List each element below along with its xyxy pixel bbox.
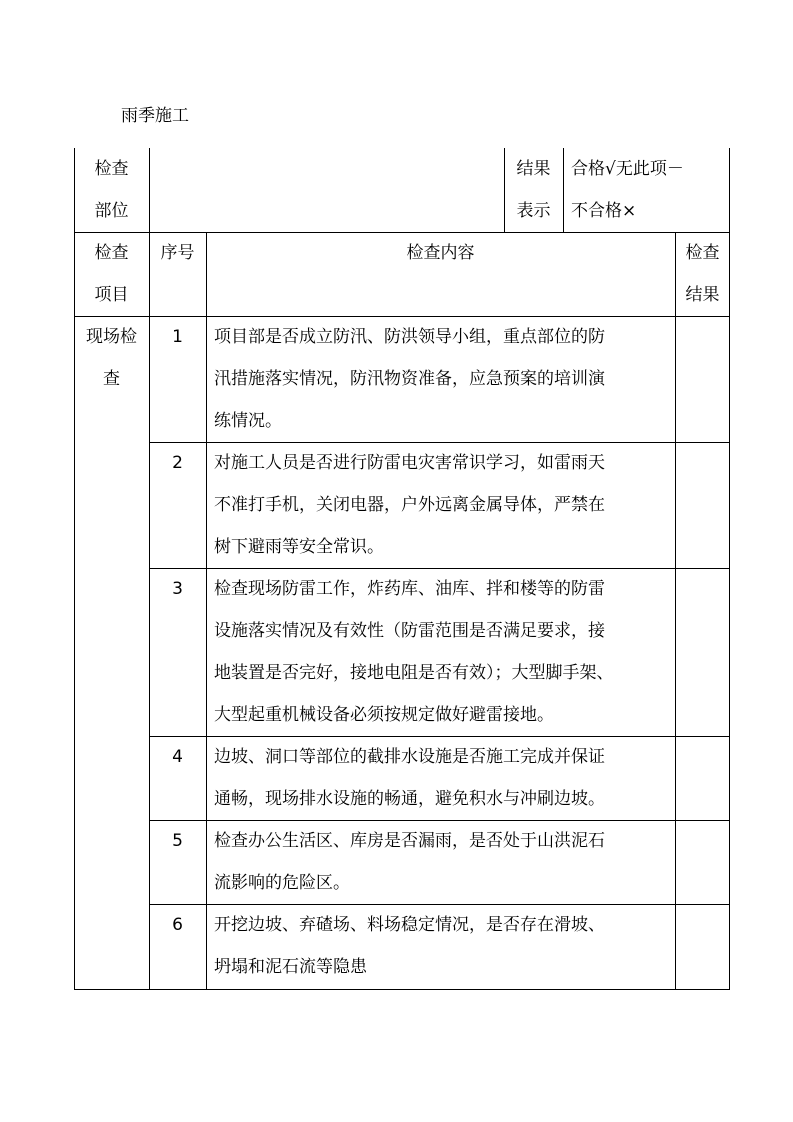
table-bottom-border <box>74 989 730 990</box>
row-content: 对施工人员是否进行防雷电灾害常识学习，如雷雨天 不准打手机，关闭电器，户外远离金属导体，严禁在 树下避雨等安全常识。 <box>214 453 605 557</box>
row-content: 项目部是否成立防汛、防洪领导小组，重点部位的防 汛措施落实情况，防汛物资准备，应急预案的培训演 练情况。 <box>214 327 605 431</box>
col-divider <box>206 232 207 990</box>
result-legend: 合格√无此项－ 不合格× <box>571 159 684 221</box>
col-header-result: 检查 结果 <box>685 243 720 305</box>
col-header-item: 检查 项目 <box>94 243 129 305</box>
inspect-part-label: 检查 部位 <box>94 159 129 221</box>
row-content: 边坡、洞口等部位的截排水设施是否施工完成并保证 通畅，现场排水设施的畅通，避免积水与冲刷边坡。 <box>214 747 605 809</box>
row-number: 5 <box>172 831 183 851</box>
col-header-no: 序号 <box>160 243 195 263</box>
category-cell: 现场检 查 <box>86 327 137 389</box>
row-number: 3 <box>172 579 183 599</box>
row-content: 开挖边坡、弃碴场、料场稳定情况，是否存在滑坡、 坍塌和泥石流等隐患 <box>214 915 605 977</box>
row-number: 6 <box>172 915 183 935</box>
col-header-content: 检查内容 <box>406 243 475 263</box>
inspection-table <box>74 148 730 990</box>
row-content: 检查办公生活区、库房是否漏雨，是否处于山洪泥石 流影响的危险区。 <box>214 831 605 893</box>
row-number: 2 <box>172 453 183 473</box>
col-divider <box>149 148 150 232</box>
col-divider <box>675 232 676 990</box>
col-divider <box>563 148 564 232</box>
row-number: 1 <box>172 327 183 347</box>
page-title: 雨季施工 <box>121 106 189 126</box>
result-legend-label: 结果 表示 <box>516 159 551 221</box>
row-content: 检查现场防雷工作，炸药库、油库、拌和楼等的防雷 设施落实情况及有效性（防雷范围是否满足要求，接 地装置是否完好，接地电阻是否有效）；大型脚手架、 大型起重机械设备必须按规定做好避雷接地。 <box>214 579 614 725</box>
row-number: 4 <box>172 747 183 767</box>
